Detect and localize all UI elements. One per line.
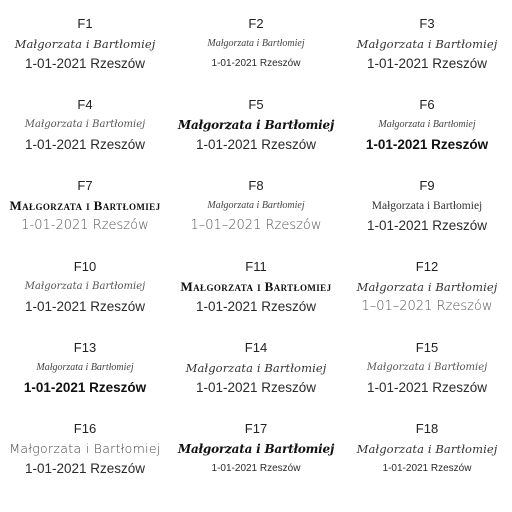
date-place: 1-01-2021 Rzeszów bbox=[195, 380, 317, 395]
date-place: 1-01-2021 Rzeszów bbox=[211, 58, 301, 69]
font-code: F15 bbox=[415, 340, 439, 355]
couple-names: Małgorzata i Bartłomiej bbox=[207, 38, 305, 49]
font-code: F14 bbox=[244, 340, 268, 355]
date-place: 1-01-2021 Rzeszów bbox=[24, 56, 146, 71]
couple-names: Małgorzata i Bartłomiej bbox=[185, 361, 327, 375]
couple-names: Małgorzata i Bartłomiej bbox=[180, 279, 332, 294]
font-code: F17 bbox=[244, 421, 268, 436]
date-place: 1-01-2021 Rzeszów bbox=[366, 56, 488, 71]
couple-names: Małgorzata i Bartłomiej bbox=[14, 37, 156, 51]
font-code: F6 bbox=[419, 97, 435, 112]
font-sample-f4 bbox=[0, 97, 170, 178]
date-place: 1-01-2021 Rzeszów bbox=[195, 299, 317, 314]
font-code: F10 bbox=[73, 259, 97, 274]
font-sample-f5 bbox=[170, 97, 342, 178]
couple-names: Małgorzata i Bartłomiej bbox=[371, 200, 483, 212]
font-sample-f10 bbox=[0, 259, 170, 340]
date-place: 1-01-2021 Rzeszów bbox=[366, 380, 488, 395]
font-code: F12 bbox=[415, 259, 439, 274]
couple-names: Małgorzata i Bartłomiej bbox=[24, 119, 146, 130]
couple-names: Małgorzata i Bartłomiej bbox=[177, 442, 335, 456]
date-place: 1–01–2021 Rzeszów bbox=[361, 299, 493, 314]
font-sample-f8 bbox=[170, 178, 342, 259]
couple-names: Małgorzata i Bartłomiej bbox=[9, 441, 161, 456]
font-sample-f2 bbox=[170, 16, 342, 97]
couple-names: Małgorzata i Bartłomiej bbox=[366, 362, 488, 373]
font-sample-f12 bbox=[342, 259, 512, 340]
font-sample-f11 bbox=[170, 259, 342, 340]
font-code: F2 bbox=[248, 16, 264, 31]
font-code: F5 bbox=[248, 97, 264, 112]
couple-names: Małgorzata i Bartłomiej bbox=[24, 281, 146, 292]
date-place: 1-01-2021 Rzeszów bbox=[365, 137, 489, 152]
date-place: 1-01-2021 Rzeszów bbox=[366, 218, 488, 233]
font-sample-f1 bbox=[0, 16, 170, 97]
date-place: 1-01-2021 Rzeszów bbox=[21, 218, 149, 233]
font-sample-f18 bbox=[342, 421, 512, 502]
font-code: F13 bbox=[73, 340, 97, 355]
date-place: 1–01–2021 Rzeszów bbox=[190, 218, 322, 233]
font-sample-f6 bbox=[342, 97, 512, 178]
font-code: F1 bbox=[77, 16, 93, 31]
couple-names: Małgorzata i Bartłomiej bbox=[177, 118, 335, 132]
date-place: 1-01-2021 Rzeszów bbox=[23, 380, 147, 395]
date-place: 1-01-2021 Rzeszów bbox=[24, 299, 146, 314]
font-sample-f9 bbox=[342, 178, 512, 259]
couple-names: Małgorzata i Bartłomiej bbox=[207, 200, 305, 211]
couple-names: Małgorzata i Bartłomiej bbox=[36, 362, 134, 373]
date-place: 1-01-2021 Rzeszów bbox=[382, 463, 472, 474]
font-code: F3 bbox=[419, 16, 435, 31]
font-code: F16 bbox=[73, 421, 97, 436]
font-sample-f17 bbox=[170, 421, 342, 502]
font-code: F11 bbox=[245, 259, 267, 274]
date-place: 1-01-2021 Rzeszów bbox=[24, 137, 146, 152]
font-sample-f13 bbox=[0, 340, 170, 421]
couple-names: Małgorzata i Bartłomiej bbox=[9, 198, 161, 213]
font-code: F9 bbox=[419, 178, 435, 193]
font-sample-f14 bbox=[170, 340, 342, 421]
date-place: 1-01-2021 Rzeszów bbox=[211, 463, 301, 474]
couple-names: Małgorzata i Bartłomiej bbox=[356, 280, 498, 294]
couple-names: Małgorzata i Bartłomiej bbox=[378, 119, 476, 130]
couple-names: Małgorzata i Bartłomiej bbox=[356, 442, 498, 456]
couple-names: Małgorzata i Bartłomiej bbox=[356, 37, 498, 51]
font-sample-f7 bbox=[0, 178, 170, 259]
font-code: F7 bbox=[77, 178, 93, 193]
date-place: 1-01-2021 Rzeszów bbox=[24, 461, 146, 476]
font-code: F4 bbox=[77, 97, 93, 112]
font-sample-f16 bbox=[0, 421, 170, 502]
font-sample-grid bbox=[0, 16, 512, 502]
font-code: F8 bbox=[248, 178, 264, 193]
font-sample-f15 bbox=[342, 340, 512, 421]
date-place: 1-01-2021 Rzeszów bbox=[195, 137, 317, 152]
font-sample-f3 bbox=[342, 16, 512, 97]
font-code: F18 bbox=[415, 421, 439, 436]
